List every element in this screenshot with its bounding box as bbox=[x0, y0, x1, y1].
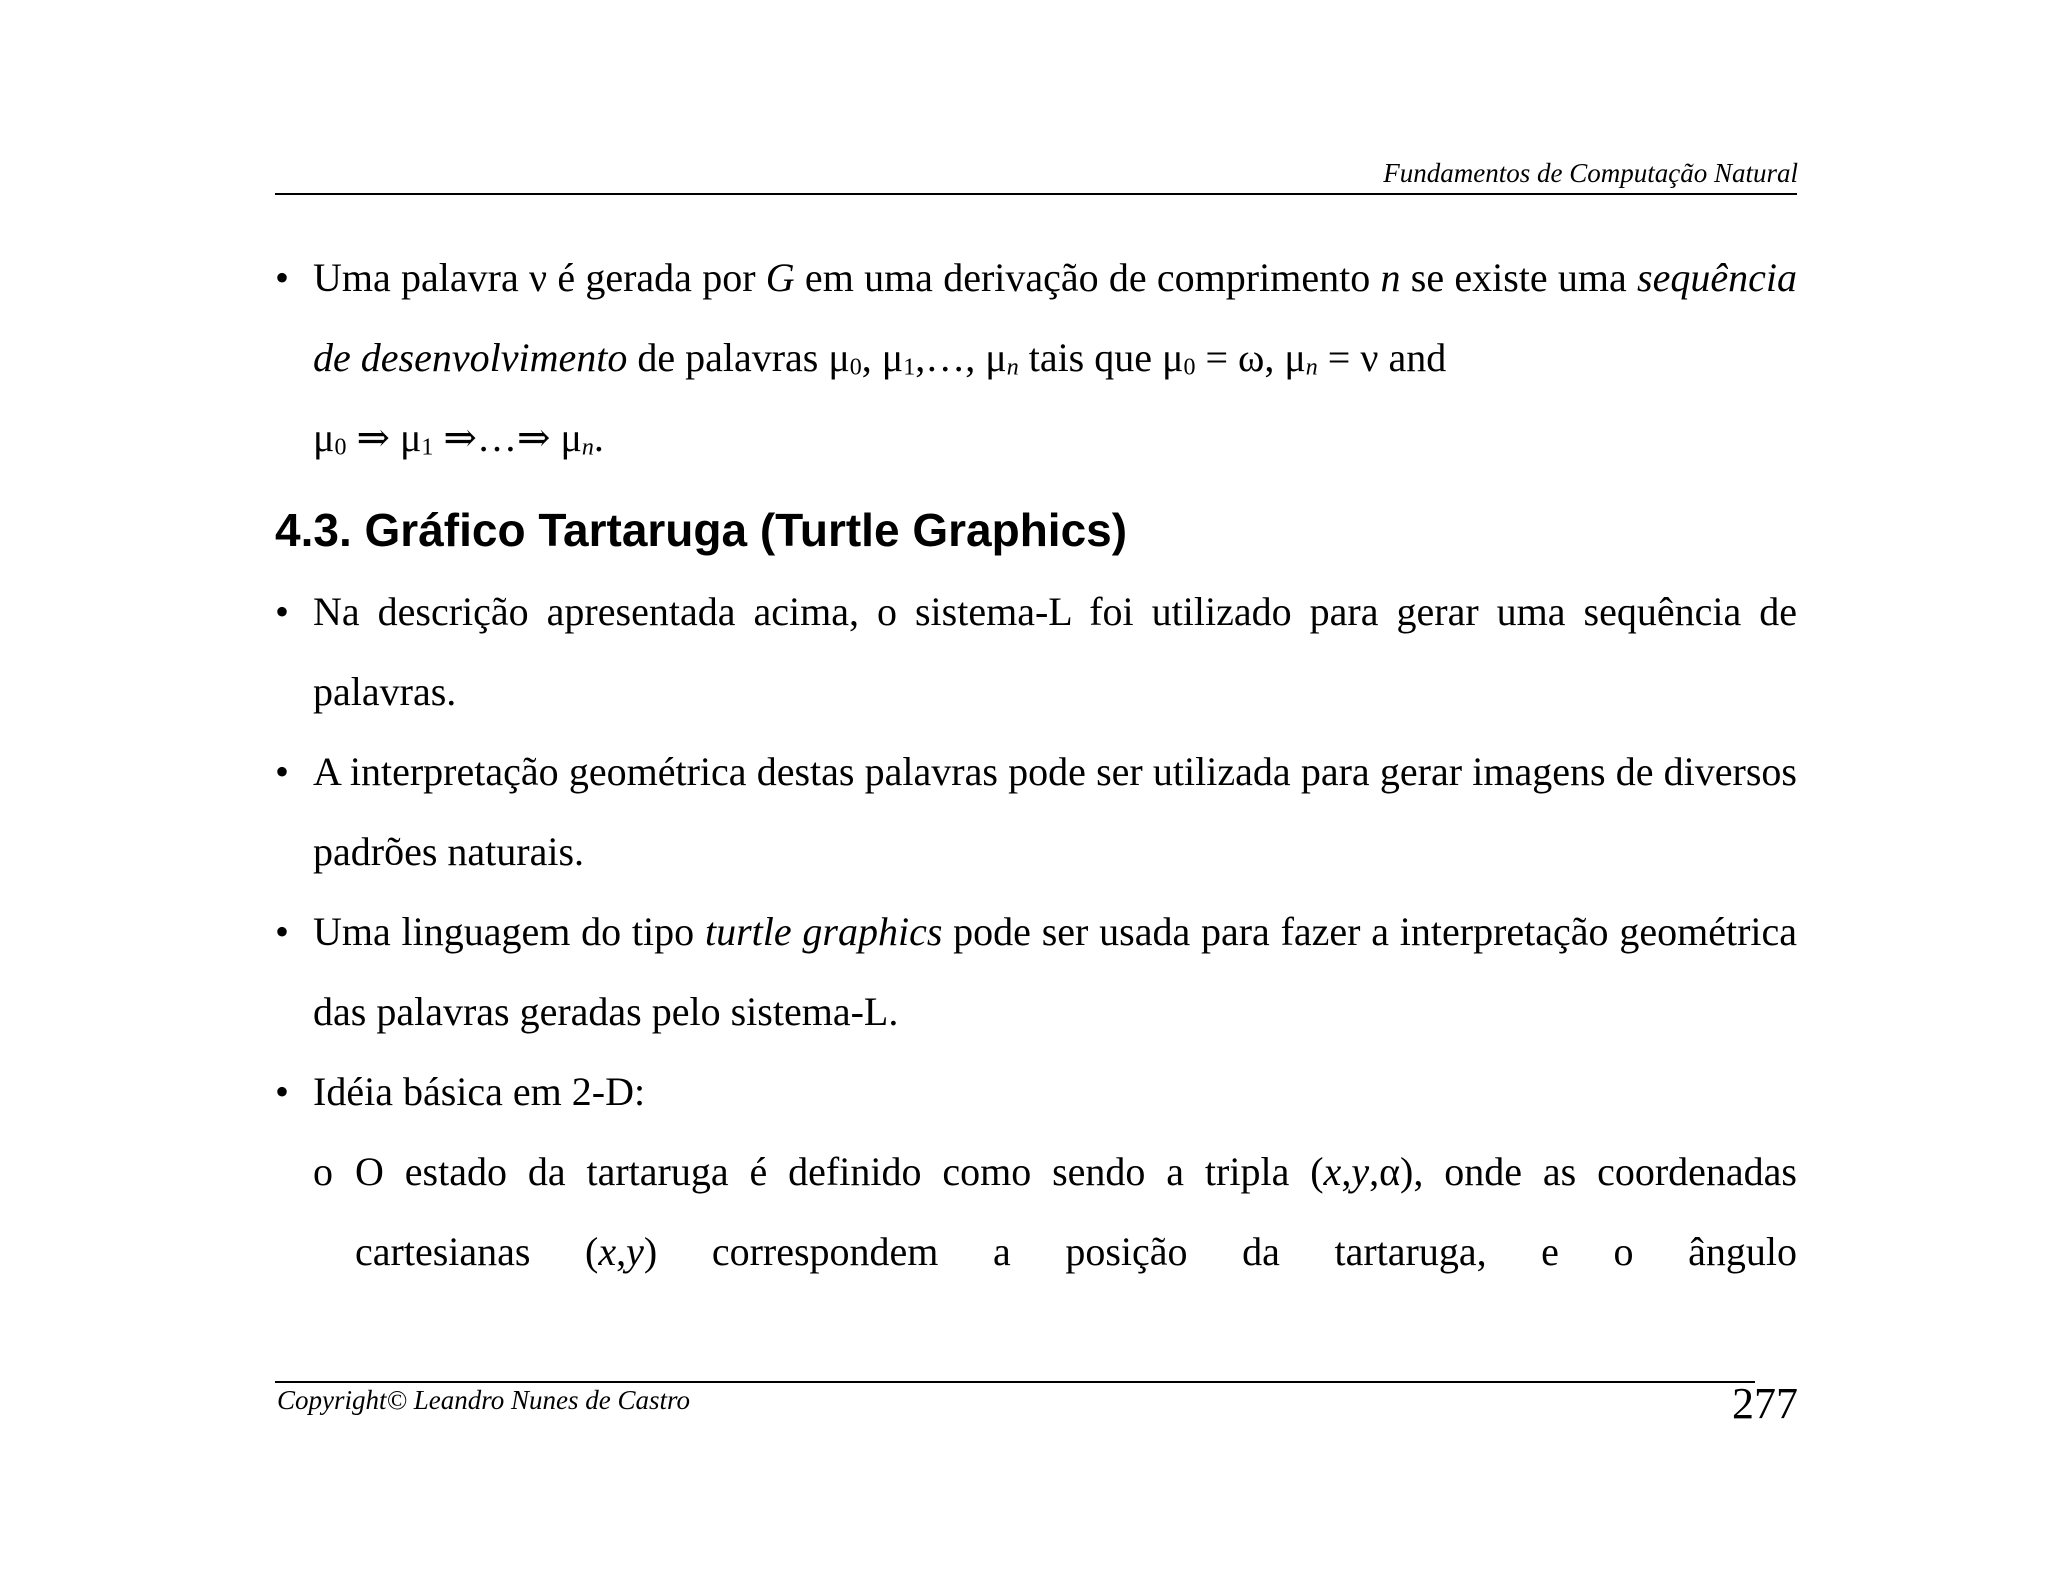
sub-bullet-marker: o bbox=[313, 1149, 333, 1194]
sub-bullet-turtle-state: o O estado da tartaruga é definido como sendo a tripla (x,y,α), onde as coordenadas cartesianas (x,y) correspondem a posição da tartaruga, e o ângulo bbox=[275, 1132, 1797, 1292]
bullet-marker: • bbox=[275, 749, 290, 794]
bullet-item-turtle-language: • Uma linguagem do tipo turtle graphics pode ser usada para fazer a interpretação geométrica das palavras geradas pelo sistema-L. bbox=[275, 892, 1797, 1052]
section-heading: 4.3. Gráfico Tartaruga (Turtle Graphics) bbox=[275, 504, 1128, 556]
main-text bbox=[275, 238, 1797, 1292]
bullet-marker: • bbox=[275, 589, 290, 634]
bullet-item-interpretation: • A interpretação geométrica destas palavras pode ser utilizada para gerar imagens de diversos padrões naturais. bbox=[275, 732, 1797, 892]
bullet-marker: • bbox=[275, 255, 290, 300]
running-header: Fundamentos de Computação Natural bbox=[1383, 158, 1798, 188]
bullet-item-description: • Na descrição apresentada acima, o sistema-L foi utilizado para gerar uma sequência de palavras. bbox=[275, 572, 1797, 732]
copyright-notice: Copyright© Leandro Nunes de Castro bbox=[277, 1385, 691, 1415]
header-rule bbox=[275, 193, 1797, 195]
page-number: 277 bbox=[1732, 1379, 1798, 1428]
bullet-item-basic-idea: • Idéia básica em 2-D: bbox=[275, 1052, 1797, 1132]
bullet-item-derivation: • Uma palavra ν é gerada por G em uma derivação de comprimento n se existe uma sequência de desenvolvimento de palavras $\mu_0$, $\mu_1,\dots$, $\mu_n$ tais que $\mu_0 = \omega$, $\mu_n = \nu$ and $\mu_0$ ⇒ $\mu_1$ ⇒…⇒ $\mu_n$. bbox=[275, 238, 1797, 478]
bullet-marker: • bbox=[275, 909, 290, 954]
footer-rule bbox=[275, 1381, 1755, 1383]
bullet-marker: • bbox=[275, 1069, 290, 1114]
